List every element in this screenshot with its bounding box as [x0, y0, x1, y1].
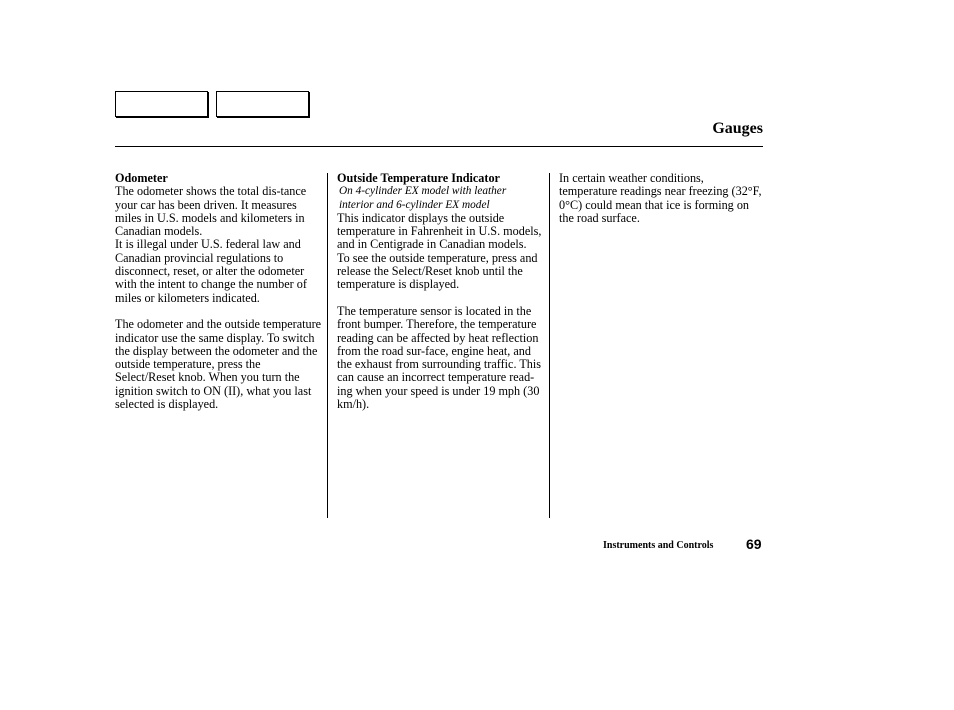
header-rule — [115, 146, 763, 147]
odometer-paragraph-3: The odometer and the outside temperature indicator use the same display. To switch the display between the odometer and the outside temperature, press the Select/Reset knob. When you turn the ignition switch to ON (II), what you last selected is displayed. — [115, 317, 322, 412]
chapter-label: Instruments and Controls — [603, 540, 714, 551]
temperature-heading: Outside Temperature Indicator — [337, 171, 500, 185]
page-number: 69 — [746, 536, 762, 552]
temperature-column — [337, 172, 542, 411]
odometer-heading: Odometer — [115, 171, 168, 185]
odometer-paragraph-2: It is illegal under U.S. federal law and Canadian provincial regulations to disconnect, reset, or alter the odometer with the intent to change the number of miles or kilometers indicated. — [115, 237, 307, 305]
nav-tab-box-2 — [216, 91, 309, 117]
weather-paragraph: In certain weather conditions, temperature readings near freezing (32°F, 0°C) could mean that ice is forming on the road surface. — [559, 171, 762, 225]
odometer-paragraph-1: The odometer shows the total dis-tance your car has been driven. It measures miles in U.S. models and kilometers in Canadian models. — [115, 184, 307, 239]
section-title: Gauges — [712, 120, 763, 137]
temperature-paragraph-2: The temperature sensor is located in the front bumper. Therefore, the temperature reading can be affected by heat reflection from the road sur-face, engine heat, and the exhaust from surrounding traffic. This can cause an incorrect temperature read-ing when your speed is under 19 mph (30 km/h). — [337, 303, 541, 412]
model-applicability-note: On 4-cylinder EX model with leather interior and 6-cylinder EX model — [339, 185, 507, 211]
column-divider-2 — [549, 173, 550, 518]
weather-column — [559, 172, 764, 225]
column-divider-1 — [327, 173, 328, 518]
nav-tab-box-1 — [115, 91, 208, 117]
temperature-paragraph-1: This indicator displays the outside temperature in Fahrenheit in U.S. models, and in Centigrade in Canadian models. To see the outside temperature, press and release the Select/Reset knob until the temperature is displayed. — [337, 210, 542, 292]
odometer-column — [115, 172, 322, 411]
